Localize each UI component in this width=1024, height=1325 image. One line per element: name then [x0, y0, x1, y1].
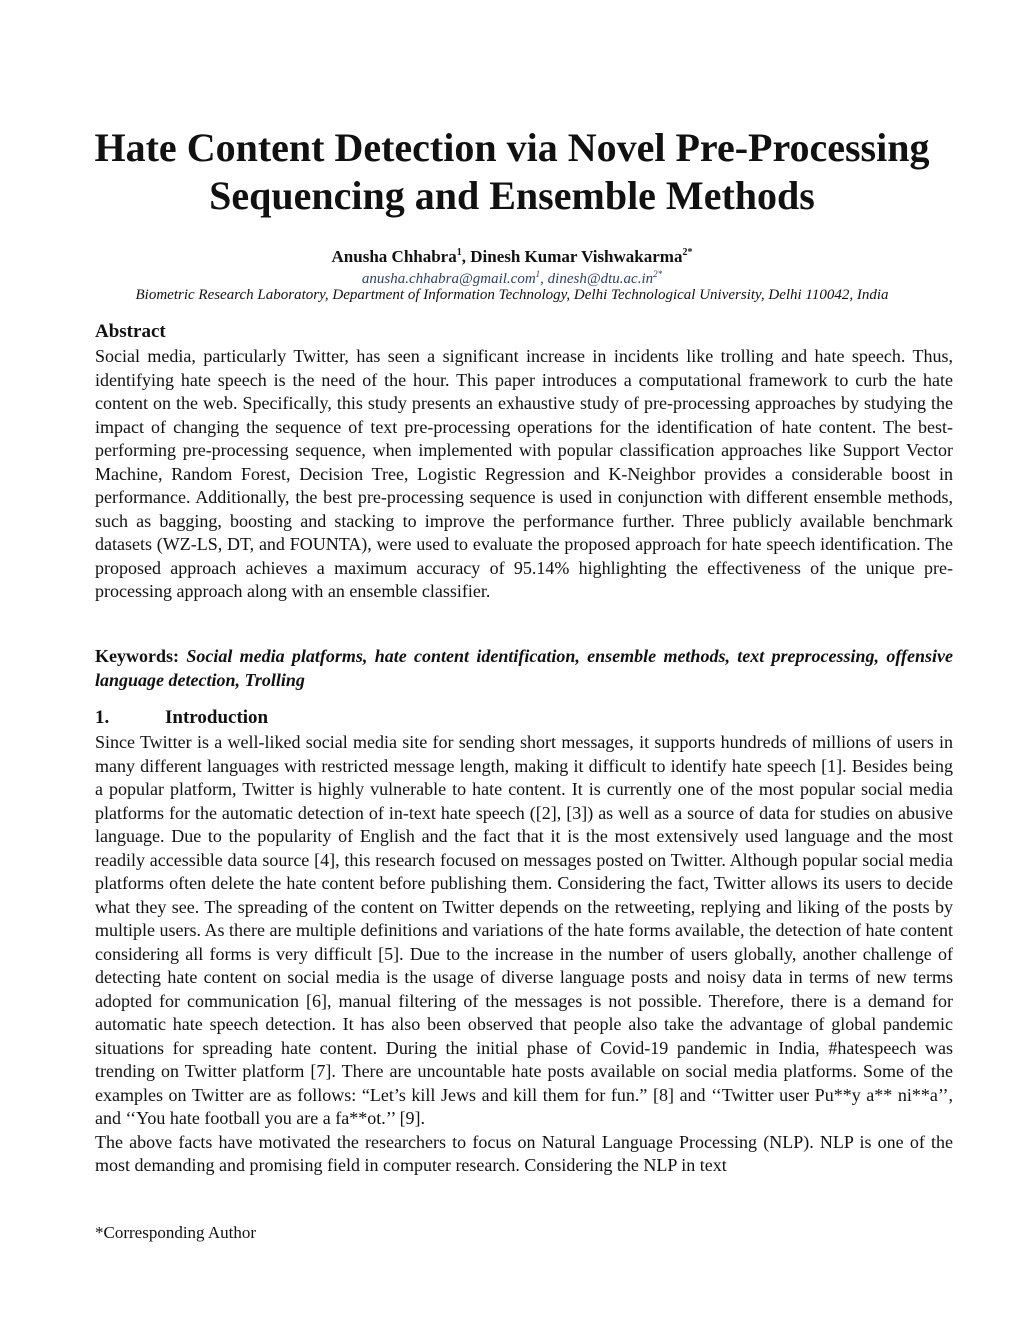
- section-number: 1.: [95, 707, 110, 728]
- intro-paragraph-1: Since Twitter is a well-liked social media site for sending short messages, it supports hundreds of millions of users in many different languages with restricted message length, making it difficult to identify hate speech [1]. Besides being a popular platform, Twitter is highly vulnerable to hate content. It is currently one of the most popular social media platforms for the automatic detection of in-text hate speech ([2], [3]) as well as a source of data for studies on abusive language. Due to the popularity of English and the fact that it is the most extensively used language and the most readily accessible data source [4], this research focused on messages posted on Twitter. Although popular social media platforms often delete the hate content before publishing them. Considering the fact, Twitter allows its users to decide what they see. The spreading of the content on Twitter depends on the retweeting, replying and liking of the posts by multiple users. As there are multiple definitions and variations of the hate forms available, the detection of hate content considering all forms is very difficult [5]. Due to the increase in the number of users globally, another challenge of detecting hate content on social media is the usage of diverse language posts and noisy data in terms of new terms adopted for communication [6], manual filtering of the messages is not possible. Therefore, there is a demand for automatic hate speech detection. It has also been observed that people also take the advantage of global pandemic situations for spreading hate content. During the initial phase of Covid-19 pandemic in India, #hatespeech was trending on Twitter platform [7]. There are uncountable hate posts available on social media platforms. Some of the examples on Twitter are as follows: “Let’s kill Jews and kill them for fun.” [8] and ‘‘Twitter user Pu**y a** ni**a’’, and ‘‘You hate football you are a fa**ot.’’ [9].: [95, 732, 953, 1128]
- title-line-1: Hate Content Detection via Novel Pre-Processing: [94, 125, 930, 170]
- paper-title: [60, 124, 964, 220]
- introduction-body: [95, 731, 953, 1178]
- corresponding-author-footnote: *Corresponding Author: [95, 1223, 257, 1242]
- abstract-heading: Abstract: [95, 321, 166, 342]
- keywords-text: Social media platforms, hate content identification, ensemble methods, text preprocessing, offensive language detection, Trolling: [95, 646, 953, 690]
- author-1-affiliation-mark: 1: [456, 247, 462, 258]
- keywords-label: Keywords:: [95, 646, 179, 666]
- title-line-2: Sequencing and Ensemble Methods: [209, 173, 815, 218]
- email-2-mark: 2*: [653, 269, 663, 279]
- email-1-mark: 1: [535, 269, 541, 279]
- author-2-affiliation-mark: 2*: [682, 247, 693, 258]
- email-2-link[interactable]: dinesh@dtu.ac.in: [547, 271, 654, 287]
- keywords: [95, 645, 953, 692]
- author-separator: ,: [461, 247, 471, 266]
- author-2: Dinesh Kumar Vishwakarma: [470, 247, 683, 266]
- intro-paragraph-2: The above facts have motivated the researchers to focus on Natural Language Processing (NLP). NLP is one of the most demanding and promising field in computer research. Considering the NLP in text: [95, 1131, 953, 1175]
- email-1-link[interactable]: anusha.chhabra@gmail.com: [361, 271, 536, 287]
- introduction-heading: [95, 706, 953, 730]
- abstract-text: Social media, particularly Twitter, has seen a significant increase in incidents like trolling and hate speech. Thus, identifying hate speech is the need of the hour. This paper introduces a computational framework to curb the hate content on the web. Specifically, this study presents an exhaustive study of pre-processing approaches by studying the impact of changing the sequence of text pre-processing operations for the identification of hate content. The best-performing pre-processing sequence, when implemented with popular classification approaches like Support Vector Machine, Random Forest, Decision Tree, Logistic Regression and K-Neighbor provides a considerable boost in performance. Additionally, the best pre-processing sequence is used in conjunction with different ensemble methods, such as bagging, boosting and stacking to improve the performance further. Three publicly available benchmark datasets (WZ-LS, DT, and FOUNTA), were used to evaluate the proposed approach for hate speech identification. The proposed approach achieves a maximum accuracy of 95.14% highlighting the effectiveness of the unique pre-processing approach along with an ensemble classifier.: [95, 346, 953, 601]
- affiliation: Biometric Research Laboratory, Department of Information Technology, Delhi Technological University, Delhi 110042, India: [135, 287, 889, 303]
- email-separator: ,: [540, 271, 548, 287]
- section-title: Introduction: [165, 707, 269, 728]
- author-1: Anusha Chhabra: [331, 247, 457, 266]
